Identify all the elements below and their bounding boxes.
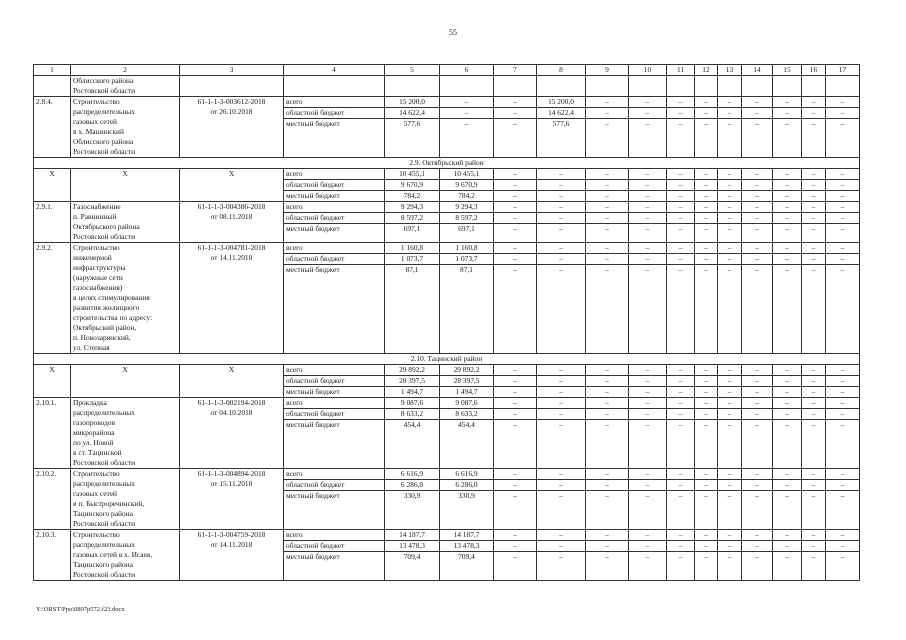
value-col-empty: – – – (494, 530, 537, 581)
value-col-empty: – – – (494, 169, 537, 202)
value-col-empty: – – – (494, 365, 537, 398)
value-col-empty: – – – (773, 97, 802, 158)
value-col-empty: – – – (586, 169, 629, 202)
value-col-5: 14 187,7 13 478,3 709,4 (385, 530, 440, 581)
budget-labels: всего областной бюджет местный бюджет (284, 243, 385, 354)
registry-code: 61-1-1-3-004386-2018 от 08.11.2018 (180, 202, 284, 243)
value-col-empty: – – – (802, 169, 826, 202)
value-col-empty: – – – (586, 97, 629, 158)
column-header: 2 (71, 65, 180, 76)
value-col-empty: – – – (802, 97, 826, 158)
item-row (34, 243, 860, 354)
value-col-empty: – – – (494, 398, 537, 469)
value-col-empty: – – – (667, 365, 695, 398)
value-col-empty: – – – (718, 469, 742, 530)
section-total-row: Х Х Х всего областной бюджет местный бюджет 29 892,2 28 397,5 1 494,7 29 892,2 28 397,5 1 494,7 – – – – – – – – – – – – – – – – – – – – – – – – – – – – – – – – – (34, 365, 860, 398)
page-number: 55 (449, 28, 457, 37)
value-col-empty: – – – (826, 97, 860, 158)
section-title-row (34, 354, 860, 365)
value-col-empty: – – – (629, 398, 667, 469)
object-description: Строительство инженерной инфраструктуры (наружные сети газоснабжения) в целях стимулирования развития жилищного строительства по адресу: Октябрьский район, п. Новозарянский, ул. Степная (71, 243, 180, 354)
value-col-empty: – – – (742, 469, 773, 530)
column-header: 9 (586, 65, 629, 76)
value-col-empty: – – – (586, 530, 629, 581)
value-col-empty: – – – (629, 469, 667, 530)
column-header: 11 (667, 65, 695, 76)
value-col-empty: – – – (802, 365, 826, 398)
value-col-7: – – – (494, 97, 537, 158)
value-col-empty: – – – (826, 365, 860, 398)
value-col-empty: – – – (537, 469, 586, 530)
value-col-empty: – – – (826, 243, 860, 354)
column-header: 1 (34, 65, 71, 76)
value-col-empty: – – – (773, 243, 802, 354)
value-col-empty: – – – (667, 398, 695, 469)
value-col-empty: – – – (742, 365, 773, 398)
budget-labels: всего областной бюджет местный бюджет (284, 169, 385, 202)
value-col-5: 9 087,6 8 633,2 454,4 (385, 398, 440, 469)
value-col-6: 14 187,7 13 478,3 709,4 (440, 530, 494, 581)
value-col-6: 9 294,3 8 597,2 697,1 (440, 202, 494, 243)
value-col-empty: – – – (537, 398, 586, 469)
value-col-empty: – – – (667, 469, 695, 530)
budget-labels: всего областной бюджет местный бюджет (284, 202, 385, 243)
object-description: Облиcского района Ростовской области (71, 76, 180, 97)
column-header: 12 (695, 65, 718, 76)
budget-labels: всего областной бюджет местный бюджет (284, 398, 385, 469)
value-col-empty: – – – (742, 97, 773, 158)
value-col-empty: – – – (695, 243, 718, 354)
value-col-empty: – – – (494, 469, 537, 530)
column-header: 17 (826, 65, 860, 76)
value-col-empty: – – – (773, 202, 802, 243)
value-col-6: 10 455,1 9 670,9 784,2 (440, 169, 494, 202)
object-description: Прокладка распределительных газопроводов микрорайона по ул. Новой в ст. Тацинской Ростовской области (71, 398, 180, 469)
object-description: Газоснабжение п. Равнинный Октябрьского района Ростовской области (71, 202, 180, 243)
value-col-empty: – – – (826, 469, 860, 530)
column-header: 16 (802, 65, 826, 76)
value-col-empty: – – – (695, 97, 718, 158)
section-title: 2.10. Тацинский район (34, 354, 860, 365)
item-number: 2.10.3. (34, 530, 71, 581)
column-header: 3 (180, 65, 284, 76)
item-row (34, 530, 860, 581)
item-row (34, 398, 860, 469)
budget-labels: всего областной бюджет местный бюджет (284, 469, 385, 530)
column-header: 15 (773, 65, 802, 76)
value-col-5: 1 160,8 1 073,7 87,1 (385, 243, 440, 354)
object-description: Строительство распределительных газовых сетей в х. Машинский Облиcского района Ростовской области (71, 97, 180, 158)
section-title: 2.9. Октябрьский район (34, 158, 860, 169)
object-description: Строительство распределительных газовых сетей в п. Быстроречинский, Тацинского района Ростовской области (71, 469, 180, 530)
value-col-empty: – – – (695, 398, 718, 469)
value-col-empty: – – – (742, 530, 773, 581)
column-header-row (34, 65, 860, 76)
value-col-8: 15 200,0 14 622,4 577,6 (537, 97, 586, 158)
value-col-5: 9 294,3 8 597,2 697,1 (385, 202, 440, 243)
item-number: 2.10.2. (34, 469, 71, 530)
value-col-empty: – – – (826, 530, 860, 581)
value-col-6: 6 616,9 6 286,0 330,9 (440, 469, 494, 530)
value-col-empty: – – – (586, 243, 629, 354)
item-number: 2.9.2. (34, 243, 71, 354)
item-row (34, 97, 860, 158)
value-col-empty: – – – (695, 530, 718, 581)
registry-code: 61-1-1-3-002194-2018 от 04.10.2018 (180, 398, 284, 469)
value-col-6: 1 160,8 1 073,7 87,1 (440, 243, 494, 354)
value-col-empty: – – – (586, 365, 629, 398)
column-header: 7 (494, 65, 537, 76)
value-col-empty: – – – (667, 202, 695, 243)
registry-code: 61-1-1-3-004759-2018 от 14.11.2018 (180, 530, 284, 581)
value-col-empty: – – – (629, 530, 667, 581)
value-col-empty: – – – (826, 202, 860, 243)
value-col-empty: – – – (695, 469, 718, 530)
registry-code: 61-1-1-3-004781-2018 от 14.11.2018 (180, 243, 284, 354)
section-total-row: Х Х Х всего областной бюджет местный бюджет 10 455,1 9 670,9 784,2 10 455,1 9 670,9 784,2 – – – – – – – – – – – – – – – – – – – – – – – – – – – – – – – – – (34, 169, 860, 202)
value-col-empty: – – – (773, 169, 802, 202)
value-col-empty: – – – (629, 243, 667, 354)
column-header: 8 (537, 65, 586, 76)
column-header: 5 (385, 65, 440, 76)
value-col-empty: – – – (802, 243, 826, 354)
continuation-row (34, 76, 860, 97)
column-header: 4 (284, 65, 385, 76)
value-col-empty: – – – (629, 365, 667, 398)
value-col-5: 10 455,1 9 670,9 784,2 (385, 169, 440, 202)
value-col-empty: – – – (494, 243, 537, 354)
value-col-empty: – – – (773, 469, 802, 530)
value-col-5: 15 200,0 14 622,4 577,6 (385, 97, 440, 158)
value-col-empty: – – – (629, 97, 667, 158)
value-col-empty: – – – (773, 365, 802, 398)
value-col-5: 6 616,9 6 286,0 330,9 (385, 469, 440, 530)
value-col-empty: – – – (826, 398, 860, 469)
value-col-empty: – – – (718, 365, 742, 398)
value-col-empty: – – – (537, 530, 586, 581)
value-col-empty: – – – (537, 202, 586, 243)
value-col-empty: – – – (802, 398, 826, 469)
value-col-empty: – – – (742, 398, 773, 469)
value-col-empty: – – – (667, 243, 695, 354)
value-col-empty: – – – (802, 469, 826, 530)
value-col-empty: – – – (667, 97, 695, 158)
value-col-empty: – – – (718, 398, 742, 469)
column-header: 13 (718, 65, 742, 76)
budget-labels: всего областной бюджет местный бюджет (284, 365, 385, 398)
value-col-empty: – – – (537, 169, 586, 202)
value-col-empty: – – – (629, 202, 667, 243)
program-table (33, 64, 860, 581)
value-col-empty: – – – (695, 202, 718, 243)
item-row (34, 202, 860, 243)
value-col-empty: – – – (773, 398, 802, 469)
value-col-empty: – – – (718, 530, 742, 581)
value-col-empty: – – – (802, 202, 826, 243)
value-col-empty: – – – (695, 169, 718, 202)
budget-labels: всего областной бюджет местный бюджет (284, 97, 385, 158)
item-number: 2.8.4. (34, 97, 71, 158)
value-col-empty: – – – (718, 243, 742, 354)
value-col-empty: – – – (802, 530, 826, 581)
value-col-empty: – – – (667, 530, 695, 581)
registry-code: 61-1-1-3-004894-2018 от 15.11.2018 (180, 469, 284, 530)
value-col-empty: – – – (695, 365, 718, 398)
value-col-empty: – – – (537, 365, 586, 398)
value-col-empty: – – – (718, 97, 742, 158)
value-col-empty: – – – (586, 469, 629, 530)
value-col-empty: – – – (629, 169, 667, 202)
value-col-empty: – – – (586, 202, 629, 243)
column-header: 10 (629, 65, 667, 76)
value-col-empty: – – – (742, 202, 773, 243)
value-col-empty: – – – (494, 202, 537, 243)
column-header: 14 (742, 65, 773, 76)
item-row (34, 469, 860, 530)
value-col-empty: – – – (586, 398, 629, 469)
object-description: Строительство распределительных газовых сетей в х. Исаев, Тацинского района Ростовской области (71, 530, 180, 581)
value-col-5: 29 892,2 28 397,5 1 494,7 (385, 365, 440, 398)
value-col-empty: – – – (742, 243, 773, 354)
file-path-footer: Y:\ORST\Ppo\0807p572.f23.docx (36, 606, 125, 613)
value-col-empty: – – – (537, 243, 586, 354)
column-header: 6 (440, 65, 494, 76)
value-col-6: 9 087,6 8 633,2 454,4 (440, 398, 494, 469)
section-title-row (34, 158, 860, 169)
value-col-6: 29 892,2 28 397,5 1 494,7 (440, 365, 494, 398)
item-number: 2.10.1. (34, 398, 71, 469)
value-col-empty: – – – (718, 202, 742, 243)
value-col-empty: – – – (826, 169, 860, 202)
value-col-empty: – – – (667, 169, 695, 202)
value-col-empty: – – – (718, 169, 742, 202)
value-col-6: – – – (440, 97, 494, 158)
value-col-empty: – – – (773, 530, 802, 581)
budget-labels: всего областной бюджет местный бюджет (284, 530, 385, 581)
value-col-empty: – – – (742, 169, 773, 202)
item-number: 2.9.1. (34, 202, 71, 243)
registry-code: 61-1-1-3-003612-2018 от 26.10.2018 (180, 97, 284, 158)
